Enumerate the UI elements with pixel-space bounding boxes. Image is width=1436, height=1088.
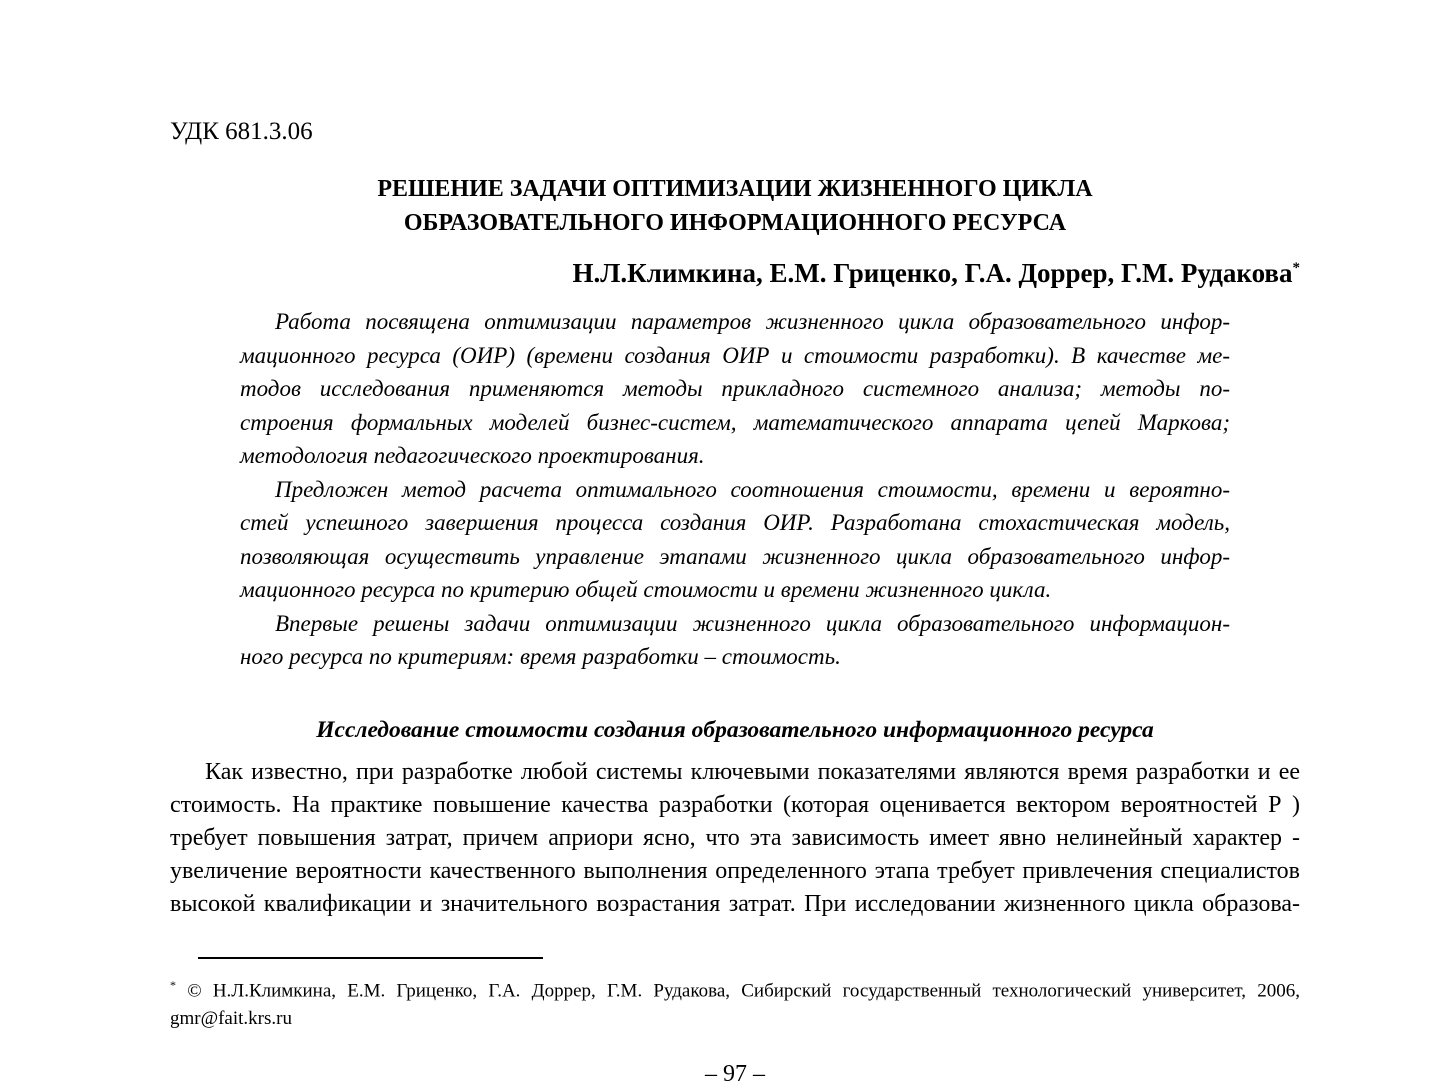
footnote-line-1 — [170, 971, 1300, 1005]
text-line: Работа посвящена оптимизации параметров жизненного цикла образовательного инфор- — [275, 309, 1230, 334]
footnote-mark: * — [170, 977, 176, 992]
paper-title — [170, 172, 1300, 240]
authors-line — [170, 252, 1300, 289]
text-line: стоимость. На практике повышение качества разработки (которая оценивается вектором вероятностей Р ) — [170, 791, 1300, 818]
paper-title-line-1: РЕШЕНИЕ ЗАДАЧИ ОПТИМИЗАЦИИ ЖИЗНЕННОГО ЦИКЛА — [377, 176, 1093, 202]
body-text — [170, 756, 1300, 921]
text-line: увеличение вероятности качественного выполнения определенного этапа требует привлечения специалистов — [170, 857, 1300, 884]
text-line: Впервые решены задачи оптимизации жизненного цикла образовательного информацион- — [275, 610, 1230, 636]
footnote-divider — [198, 957, 543, 959]
text-line: стей успешного завершения процесса создания ОИР. Разработана стохастическая модель, — [240, 510, 1230, 535]
text-line: Как известно, при разработке любой системы ключевыми показателями являются время разработки и ее — [205, 758, 1300, 785]
text-line: Предложен метод расчета оптимального соотношения стоимости, времени и вероятно- — [275, 476, 1230, 502]
text-line: тодов исследования применяются методы прикладного системного анализа; методы по- — [240, 376, 1230, 401]
text-line: методология педагогического проектирования. — [240, 443, 705, 468]
author-names: Н.Л.Климкина, Е.М. Гриценко, Г.А. Доррер, Г.М. Рудакова — [572, 258, 1293, 288]
udc-classification: УДК 681.3.06 — [170, 118, 313, 145]
text-line: ного ресурса по критериям: время разработки – стоимость. — [240, 644, 841, 669]
abstract — [240, 305, 1230, 674]
page-number: – 97 – — [705, 1060, 765, 1087]
footnote — [170, 971, 1300, 1033]
text-line: строения формальных моделей бизнес-систем, математического аппарата цепей Маркова; — [240, 409, 1230, 435]
text-line: высокой квалификации и значительного возрастания затрат. При исследовании жизненного цикла образова- — [170, 890, 1300, 917]
text-line: мационного ресурса по критерию общей стоимости и времени жизненного цикла. — [240, 577, 1052, 602]
text-line: требует повышения затрат, причем априори ясно, что эта зависимость имеет явно нелинейный характер - — [170, 824, 1300, 851]
footnote-email: gmr@fait.krs.ru — [170, 1007, 292, 1029]
text-line: позволяющая осуществить управление этапами жизненного цикла образовательного инфор- — [240, 543, 1230, 569]
footnote-copyright-text: © Н.Л.Климкина, Е.М. Гриценко, Г.А. Доррер, Г.М. Рудакова, Сибирский государственный технологический университет, 2006, — [187, 979, 1301, 1001]
paper-title-line-2: ОБРАЗОВАТЕЛЬНОГО ИНФОРМАЦИОННОГО РЕСУРСА — [403, 210, 1067, 236]
text-line: мационного ресурса (ОИР) (времени создания ОИР и стоимости разработки). В качестве ме- — [240, 342, 1230, 368]
authors-footnote-mark: * — [1292, 260, 1300, 276]
section-heading: Исследование стоимости создания образовательного информационного ресурса — [316, 716, 1154, 743]
